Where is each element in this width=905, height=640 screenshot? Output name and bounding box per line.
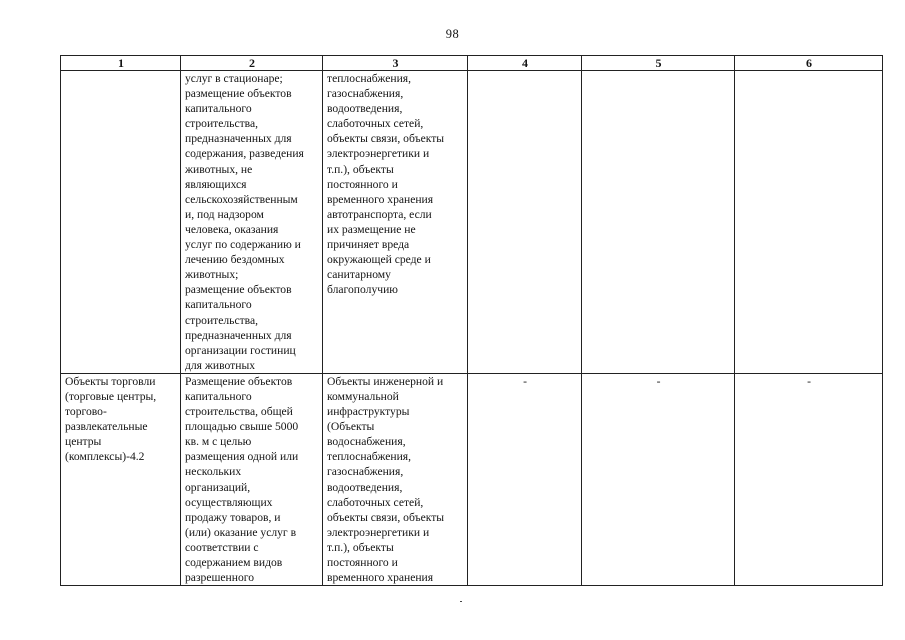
cell-text-line: капитального <box>185 389 252 403</box>
cell-text-line: водоотведения, <box>327 480 403 494</box>
cell-text-line: лечению бездомных <box>185 253 285 267</box>
cell-col-6-value: - <box>807 374 811 388</box>
cell-text-line: инфраструктуры <box>327 405 410 419</box>
cell-text-line: теплоснабжения, <box>327 450 412 464</box>
cell-text-line: торгово- <box>65 405 107 419</box>
cell-text-line: слаботочных сетей, <box>327 117 424 131</box>
cell-text-line: т.п.), объекты <box>327 540 394 554</box>
header-row <box>61 56 883 71</box>
cell-text-line: газоснабжения, <box>327 465 404 479</box>
cell-text-line: Объекты торговли <box>65 374 156 388</box>
col-header-6: 6 <box>735 56 883 71</box>
cell-text-line: объекты связи, объекты <box>327 510 445 524</box>
cell-text-line: размещение объектов <box>185 283 292 297</box>
cell-text-line: кв. м с целью <box>185 435 252 449</box>
cell-text-line: животных; <box>185 268 239 282</box>
cell-text-line: услуг по содержанию и <box>185 238 301 252</box>
cell-text-line: строительства, <box>185 313 259 327</box>
cell-auxiliary-objects <box>323 71 468 374</box>
cell-text-line: слаботочных сетей, <box>327 495 424 509</box>
cell-text-line: капитального <box>185 298 252 312</box>
cell-text-line: организаций, <box>185 480 251 494</box>
cell-text-line: временного хранения <box>327 192 434 206</box>
cell-description <box>181 71 323 374</box>
cell-text-line: (комплексы)-4.2 <box>65 450 145 464</box>
cell-text-line: размещения одной или <box>185 450 299 464</box>
cell-text-line: содержанием видов <box>185 556 283 569</box>
col-header-5: 5 <box>582 56 735 71</box>
col-header-3: 3 <box>323 56 468 71</box>
cell-text-line: постоянного и <box>327 177 398 191</box>
cell-col-6 <box>735 71 883 374</box>
cell-text-line: являющихся <box>185 177 247 191</box>
cell-text-line: разрешенного <box>185 571 255 585</box>
table-row <box>61 373 883 585</box>
cell-text-line: их размещение не <box>327 222 416 236</box>
table-row <box>61 71 883 374</box>
cell-text-line: (Объекты <box>327 420 375 434</box>
cell-text-line: развлекательные <box>65 420 148 434</box>
cell-col-4-value: - <box>523 374 527 388</box>
cell-description <box>181 373 323 585</box>
cell-text-line: временного хранения <box>327 571 434 585</box>
cell-text-line: электроэнергетики и <box>327 525 430 539</box>
cell-text-line: организации гостиниц <box>185 343 296 357</box>
cell-col-5 <box>582 71 735 374</box>
cell-object-type <box>61 373 181 585</box>
cell-text-line: электроэнергетики и <box>327 147 430 161</box>
cell-text-line: теплоснабжения, <box>327 72 412 85</box>
cell-text-line: автотранспорта, если <box>327 207 432 221</box>
cell-col-4 <box>468 71 582 374</box>
cell-object-type <box>61 71 181 374</box>
cell-text-line: капитального <box>185 102 252 116</box>
cell-text-line: объекты связи, объекты <box>327 132 445 146</box>
col-header-1: 1 <box>61 56 181 71</box>
cell-text-line: площадью свыше 5000 <box>185 420 299 434</box>
cell-text-line: центры <box>65 435 102 449</box>
cell-text-line: человека, оказания <box>185 222 279 236</box>
cell-text-line: нескольких <box>185 465 242 479</box>
cell-text-line: Размещение объектов <box>185 374 293 388</box>
cell-text-line: предназначенных для <box>185 132 292 146</box>
cell-text-line: услуг в стационаре; <box>185 72 283 85</box>
cell-text-line: содержания, разведения <box>185 147 304 161</box>
cell-text-line: предназначенных для <box>185 328 292 342</box>
col-header-2: 2 <box>181 56 323 71</box>
cell-text-line: санитарному <box>327 268 391 282</box>
col-header-4: 4 <box>468 56 582 71</box>
cell-text-line: размещение объектов <box>185 87 292 101</box>
cell-text-line: водоотведения, <box>327 102 403 116</box>
cell-col-5 <box>582 373 735 585</box>
cell-text-line: газоснабжения, <box>327 87 404 101</box>
cell-text-line: т.п.), объекты <box>327 162 394 176</box>
land-use-table <box>60 55 883 586</box>
cell-text-line: коммунальной <box>327 389 399 403</box>
cell-text-line: Объекты инженерной и <box>327 374 444 388</box>
cell-text-line: окружающей среде и <box>327 253 431 267</box>
cell-col-4 <box>468 373 582 585</box>
scan-speck <box>460 601 462 602</box>
cell-text-line: животных, не <box>185 162 253 176</box>
cell-text-line: осуществляющих <box>185 495 273 509</box>
cell-text-line: сельскохозяйственным <box>185 192 298 206</box>
cell-text-line: причиняет вреда <box>327 238 410 252</box>
cell-text-line: соответствии с <box>185 540 259 554</box>
cell-text-line: и, под надзором <box>185 207 264 221</box>
page-number: 98 <box>445 27 460 41</box>
cell-text-line: продажу товаров, и <box>185 510 281 524</box>
cell-text-line: для животных <box>185 358 256 372</box>
cell-text-line: водоснабжения, <box>327 435 406 449</box>
cell-text-line: строительства, общей <box>185 405 293 419</box>
cell-auxiliary-objects <box>323 373 468 585</box>
cell-text-line: благополучию <box>327 283 398 297</box>
cell-text-line: постоянного и <box>327 556 398 569</box>
cell-text-line: (торговые центры, <box>65 389 157 403</box>
cell-col-5-value: - <box>656 374 661 388</box>
cell-text-line: строительства, <box>185 117 259 131</box>
cell-col-6 <box>735 373 883 585</box>
cell-text-line: (или) оказание услуг в <box>185 525 297 539</box>
